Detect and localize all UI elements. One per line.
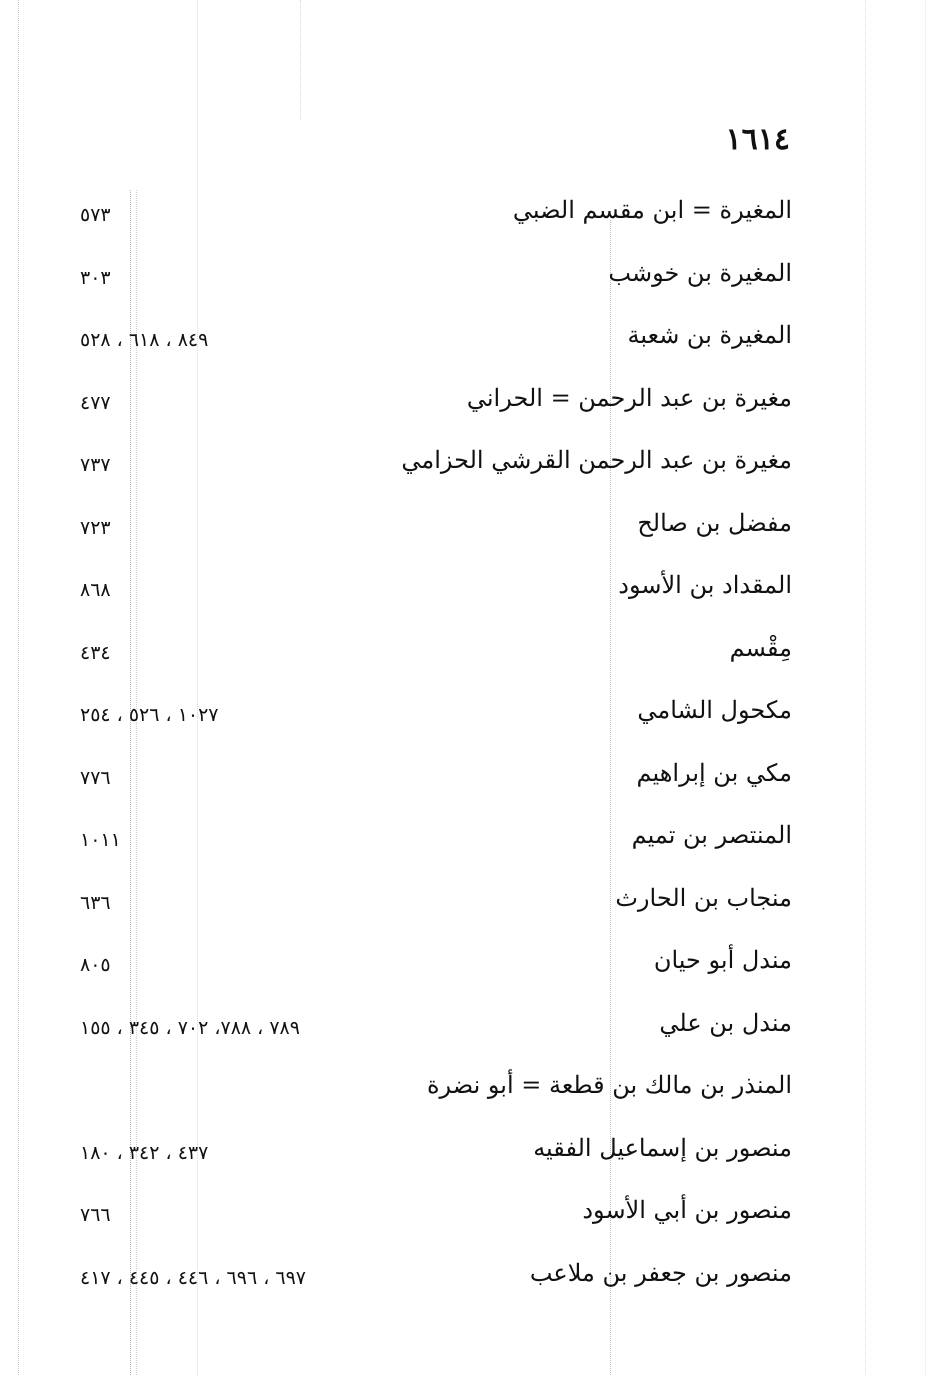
entry-name: المنذر بن مالك بن قطعة = أبو نضرة (426, 1071, 792, 1099)
entry-name: المغيرة بن شعبة (627, 321, 792, 349)
entry-name: مندل أبو حيان (653, 946, 792, 974)
index-entry (0, 1003, 952, 1066)
entry-name: مِقْسم (729, 633, 792, 662)
index-entry (0, 565, 952, 628)
entry-pages: ٤٣٧ ، ٣٤٢ ، ١٨٠ (80, 1141, 209, 1164)
index-entry (0, 253, 952, 316)
entry-name: المنتصر بن تميم (631, 821, 792, 849)
index-entry (0, 1128, 952, 1191)
index-entry (0, 628, 952, 691)
entry-pages: ٤٣٤ (80, 641, 111, 664)
entry-pages: ٧٨٩ ، ٧٨٨، ٧٠٢ ، ٣٤٥ ، ١٥٥ (80, 1016, 300, 1039)
entry-name: مفضل بن صالح (637, 508, 792, 537)
entry-pages: ٣٠٣ (80, 266, 111, 289)
entry-pages: ١٠١١ (80, 829, 121, 851)
entry-pages: ٥٧٣ (80, 204, 111, 226)
index-entry (0, 378, 952, 441)
index-entry (0, 1253, 952, 1316)
entry-pages: ٤٧٧ (80, 391, 111, 414)
entry-name: مكحول الشامي (637, 696, 792, 724)
entry-name: منصور بن إسماعيل الفقيه (533, 1133, 792, 1162)
index-entries (0, 190, 952, 1315)
index-entry (0, 1190, 952, 1253)
index-entry (0, 753, 952, 816)
index-entry (0, 690, 952, 753)
index-entry (0, 315, 952, 378)
index-entry (0, 440, 952, 503)
scan-guide-line (300, 0, 301, 120)
entry-pages: ٨٦٨ (80, 579, 111, 601)
index-entry (0, 503, 952, 566)
entry-pages: ٧٢٣ (80, 516, 111, 539)
entry-pages: ٨٤٩ ، ٦١٨ ، ٥٢٨ (80, 329, 209, 351)
entry-name: مغيرة بن عبد الرحمن = الحراني (466, 383, 792, 412)
entry-name: منجاب بن الحارث (615, 883, 792, 912)
page-number: ١٦١٤ (725, 122, 790, 157)
entry-pages: ٦٣٦ (80, 891, 111, 914)
entry-name: منصور بن أبي الأسود (582, 1196, 792, 1224)
entry-name: مندل بن علي (659, 1008, 792, 1037)
entry-name: المغيرة = ابن مقسم الضبي (512, 196, 792, 224)
entry-pages: ٨٠٥ (80, 954, 111, 976)
index-entry (0, 940, 952, 1003)
entry-name: مكي بن إبراهيم (636, 758, 792, 787)
entry-name: المغيرة بن خوشب (608, 258, 792, 287)
index-entry (0, 190, 952, 253)
entry-name: منصور بن جعفر بن ملاعب (529, 1258, 792, 1287)
index-entry (0, 1065, 952, 1128)
entry-pages: ١٠٢٧ ، ٥٢٦ ، ٢٥٤ (80, 704, 219, 726)
index-entry (0, 815, 952, 878)
entry-pages: ٧٧٦ (80, 766, 111, 789)
entry-name: مغيرة بن عبد الرحمن القرشي الحزامي (401, 446, 792, 474)
entry-pages: ٧٣٧ (80, 454, 111, 476)
entry-pages: ٧٦٦ (80, 1204, 111, 1226)
index-entry (0, 878, 952, 941)
entry-name: المقداد بن الأسود (618, 571, 792, 599)
entry-pages: ٦٩٧ ، ٦٩٦ ، ٤٤٦ ، ٤٤٥ ، ٤١٧ (80, 1266, 306, 1289)
